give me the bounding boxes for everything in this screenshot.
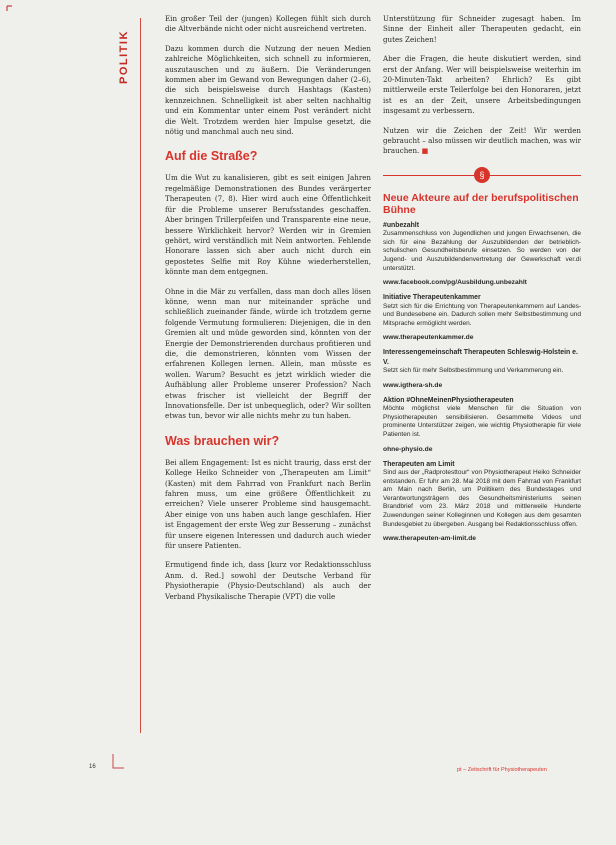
closing-paragraph — [383, 126, 581, 157]
entry-heading: Therapeuten am Limit — [383, 460, 455, 468]
list-item — [383, 460, 581, 544]
list-item — [383, 293, 581, 342]
paragraph: Ermutigend finde ich, dass [kurz vor Redaktionsschluss Anm. d. Red.] sowohl der Deutsche Verband für Physiotherapie (Physio-Deutschland) als auch der Verband Physikalische Therapie (VPT) die volle — [165, 560, 371, 601]
entry-heading: Initiative Therapeutenkammer — [383, 294, 481, 302]
entry-link[interactable]: www.therapeutenkammer.de — [383, 334, 474, 342]
paragraph: Ein großer Teil der (jungen) Kollegen fühlt sich durch die Altverbände nicht oder nicht ausreichend vertreten. — [165, 14, 371, 34]
crop-mark-icon — [110, 752, 126, 770]
corner-tick-icon — [6, 5, 16, 15]
entry-text: Sind aus der „Radprotesttour“ von Physiotherapeut Heiko Schneider entstanden. Er fuhr am 28. Mai 2018 mit dem Fahrrad von Frankfurt am Main nach Berlin, um Politikern des Bundestages und Verantwortungsträgern des Gesundheitsministeriums seinen Brandbrief vom 23. März 2018 und mittlerweile Hunderte Zuwendungen seiner Kolleginnen und Kollegen aus dem gesamten Bundesgebiet zu übergeben. Ausgang bei Redaktionsschluss offen. — [383, 469, 581, 528]
entry-text: Setzt sich für die Errichtung von Therapeutenkammern auf Landes- und Bundesebene ein. Dadurch sollen mehr Selbstbestimmung und Mitsprache ermöglicht werden. — [383, 302, 581, 327]
entry-link[interactable]: www.facebook.com/pg/Ausbildung.unbezahlt — [383, 279, 527, 287]
entry-text: Möchte möglichst viele Menschen für die Situation von Physiotherapeuten sensibilisieren. Gesammelte Videos und prominente Unterstützer zeigen, wie wichtig Physiotherapie für viele Patienten ist. — [383, 405, 581, 439]
page-number: 16 — [89, 764, 96, 770]
list-item — [383, 396, 581, 454]
entry-heading: Aktion #OhneMeinenPhysiotherapeuten — [383, 396, 514, 404]
paragraph: Bei allem Engagement: Ist es nicht traurig, dass erst der Kollege Heiko Schneider von „Therapeuten am Limit“ (Kasten) mit dem Fahrrad von Frankfurt nach Berlin fahren muss, um eine größere Öffentlichkeit zu erreichen? Viele unserer Probleme sind hausgemacht. Aber einige von uns haben auch lange geschlafen. Hier ist Engagement der erste Weg zur Besserung – zunächst für unsere eigenen Interessen und dadurch auch wieder für unsere Patienten. — [165, 457, 371, 551]
subheading-need: Was brauchen wir? — [165, 433, 280, 448]
paragraph: Aber die Fragen, die heute diskutiert werden, sind erst der Anfang. Wer will beispielsweise weiterhin im 20-Minuten-Takt arbeiten? Ehrlich? Es gibt mittlerweile erste Teilerfolge bei den Honoraren, jetzt ist es an der Zeit, unsere Arbeitsbedingungen insgesamt zu verbessern. — [383, 54, 581, 116]
right-column — [383, 14, 581, 549]
paragraph: Dazu kommen durch die Nutzung der neuen Medien zahlreiche Möglichkeiten, sich schnell zu informieren, auszutauschen und zu äußern. Die Veränderungen kommen aber im Gewand von Bewegungen daher (2–6), die sich beispielsweise durch Hashtags (Kasten) kennzeichnen. Schnelligkeit ist aber selten nachhaltig und ein Kommentar unter einem Post verändert nicht die Welt. Trotzdem werden hier Impulse gesetzt, die nötig und manchmal auch neu sind. — [165, 43, 371, 137]
list-item — [383, 221, 581, 287]
publication-footer: pt – Zeitschrift für Physiotherapeuten — [457, 767, 547, 773]
paragraph-sign-icon: § — [474, 167, 490, 183]
entry-heading: Interessengemeinschaft Therapeuten Schleswig-Holstein e. V. — [383, 349, 578, 366]
section-label: POLITIK — [118, 30, 130, 84]
paragraph: Unterstützung für Schneider zugesagt haben. Im Sinne der Einheit aller Therapeuten gedacht, ein gutes Zeichen! — [383, 14, 581, 44]
info-box — [383, 167, 581, 543]
end-mark-icon: ■ — [421, 146, 429, 156]
entry-text: Zusammenschluss von Jugendlichen und jungen Erwachsenen, die sich für eine Bezahlung der Auszubildenden der betrieblich-schulischen Gesundheitsberufe einsetzen. So werden von der Jugend- und Auszubildendenvertretung der Gewerkschaft ver.di unterstützt. — [383, 230, 581, 272]
entry-link[interactable]: www.igthera-sh.de — [383, 381, 443, 389]
paragraph-text: Nutzen wir die Zeichen der Zeit! Wir werden gebraucht – also müssen wir deutlich machen, was wir brauchen. — [383, 125, 581, 156]
entry-text: Setzt sich für mehr Selbstbestimmung und Verkammerung ein. — [383, 367, 564, 375]
list-item — [383, 348, 581, 389]
paragraph: Ohne in die Mär zu verfallen, dass man doch alles lösen könne, wenn man nur miteinander spräche und schließlich zueinander fände, würde ich trotzdem gerne folgende Vermutung formulieren: Diejenigen, die in den Gremien alt und müde geworden sind, könnten von der Energie der Demonstrierenden durchaus profitieren und die, die demonstrieren, könnten vom Wissen der erfahrenen Kollegen lernen. Allein, man müsste es wollen. Warum? Besucht es jetzt wirklich wieder die Aufhäblung aller Probleme unserer Profession? Nach etwas frischer ist vielleicht der Begriff der Innovationsfelle. Der ist unbequeglich, oder? Wir sollten etwas tun, bevor wir alle nichts mehr zu tun haben. — [165, 286, 371, 421]
subheading-street: Auf die Straße? — [165, 149, 258, 164]
entry-link[interactable]: www.therapeuten-am-limit.de — [383, 535, 477, 543]
left-column — [165, 14, 371, 611]
entry-link[interactable]: ohne-physio.de — [383, 445, 433, 453]
box-title: Neue Akteure auf der berufspolitischen Bühne — [383, 191, 579, 217]
section-rule — [140, 18, 141, 733]
entry-heading: #unbezahlt — [383, 221, 419, 229]
paragraph: Um die Wut zu kanalisieren, gibt es seit einigen Jahren regelmäßige Demonstrationen des Bundes verärgerter Therapeuten (7, 8). Hier wird auch eine Öffentlichkeit für die Probleme unserer Berufsstandes geschaffen. Aber bringen Trillerpfeifen und Transparente eine neue, bessere Wirklichkeit hervor? Werden wir in Gremien gehört, wird verständlich mit Nein antworten. Fehlende Honorare lassen sich aber auch nicht durch ein gepostetes Selfie mit Roy Kühne wiederherstellen, könnte man dem entgegnen. — [165, 173, 371, 277]
